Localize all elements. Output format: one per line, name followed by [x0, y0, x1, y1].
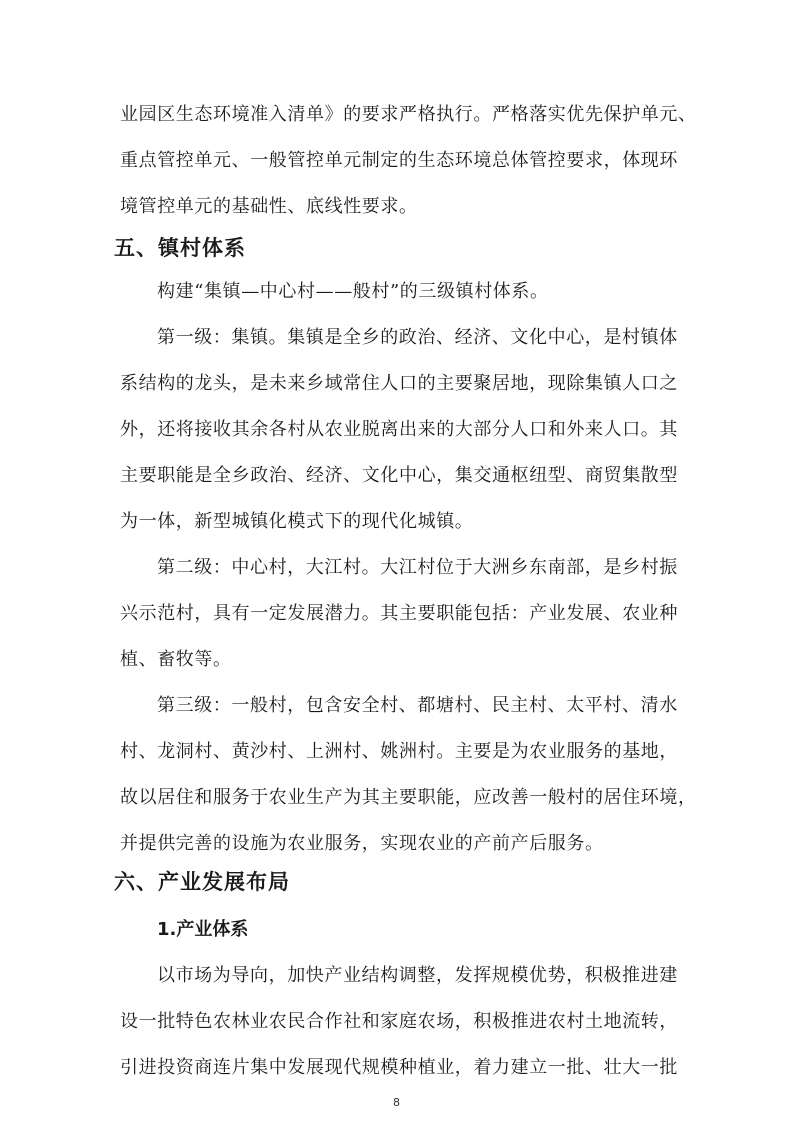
s5-p4-line-4: 并提供完善的设施为农业服务，实现农业的产前产后服务。: [120, 833, 604, 854]
s5-p3-line-1: 第二级：中心村，大江村。大江村位于大洲乡东南部，是乡村振: [157, 557, 678, 578]
s5-p3-line-2: 兴示范村，具有一定发展潜力。其主要职能包括：产业发展、农业种: [120, 603, 678, 624]
section-5-heading: 五、镇村体系: [114, 236, 246, 260]
s5-p4-line-1: 第三级：一般村，包含安全村、都塘村、民主村、太平村、清水: [157, 695, 678, 716]
s5-p1-line-1: 构建“集镇—中心村——般村”的三级镇村体系。: [157, 281, 549, 302]
section-6-subheading: 1.产业体系: [157, 919, 249, 940]
s5-p2-line-3: 外，还将接收其余各村从农业脱离出来的大部分人口和外来人口。其: [120, 419, 678, 440]
s5-p2-line-2: 系结构的龙头，是未来乡域常住人口的主要聚居地，现除集镇人口之: [120, 373, 678, 394]
s6-p1-line-2: 设一批特色农林业农民合作社和家庭农场，积极推进农村土地流转，: [120, 1011, 678, 1032]
s5-p3-line-3: 植、畜牧等。: [120, 649, 232, 670]
section-6-heading: 六、产业发展布局: [114, 870, 290, 894]
s6-p1-line-3: 引进投资商连片集中发展现代规模种植业，着力建立一批、壮大一批: [120, 1057, 678, 1078]
s5-p2-line-1: 第一级：集镇。集镇是全乡的政治、经济、文化中心，是村镇体: [157, 327, 678, 348]
intro-line-1: 业园区生态环境准入清单》的要求严格执行。严格落实优先保护单元、: [120, 104, 697, 125]
s5-p2-line-5: 为一体，新型城镇化模式下的现代化城镇。: [120, 511, 474, 532]
s6-p1-line-1: 以市场为导向，加快产业结构调整，发挥规模优势，积极推进建: [157, 965, 678, 986]
s5-p4-line-2: 村、龙洞村、黄沙村、上洲村、姚洲村。主要是为农业服务的基地，: [120, 741, 678, 762]
intro-line-3: 境管控单元的基础性、底线性要求。: [120, 196, 418, 217]
page-number: 8: [393, 1096, 400, 1109]
s5-p4-line-3: 故以居住和服务于农业生产为其主要职能，应改善一般村的居住环境，: [120, 787, 697, 808]
intro-line-2: 重点管控单元、一般管控单元制定的生态环境总体管控要求，体现环: [120, 150, 678, 171]
s5-p2-line-4: 主要职能是全乡政治、经济、文化中心，集交通枢纽型、商贸集散型: [120, 465, 678, 486]
